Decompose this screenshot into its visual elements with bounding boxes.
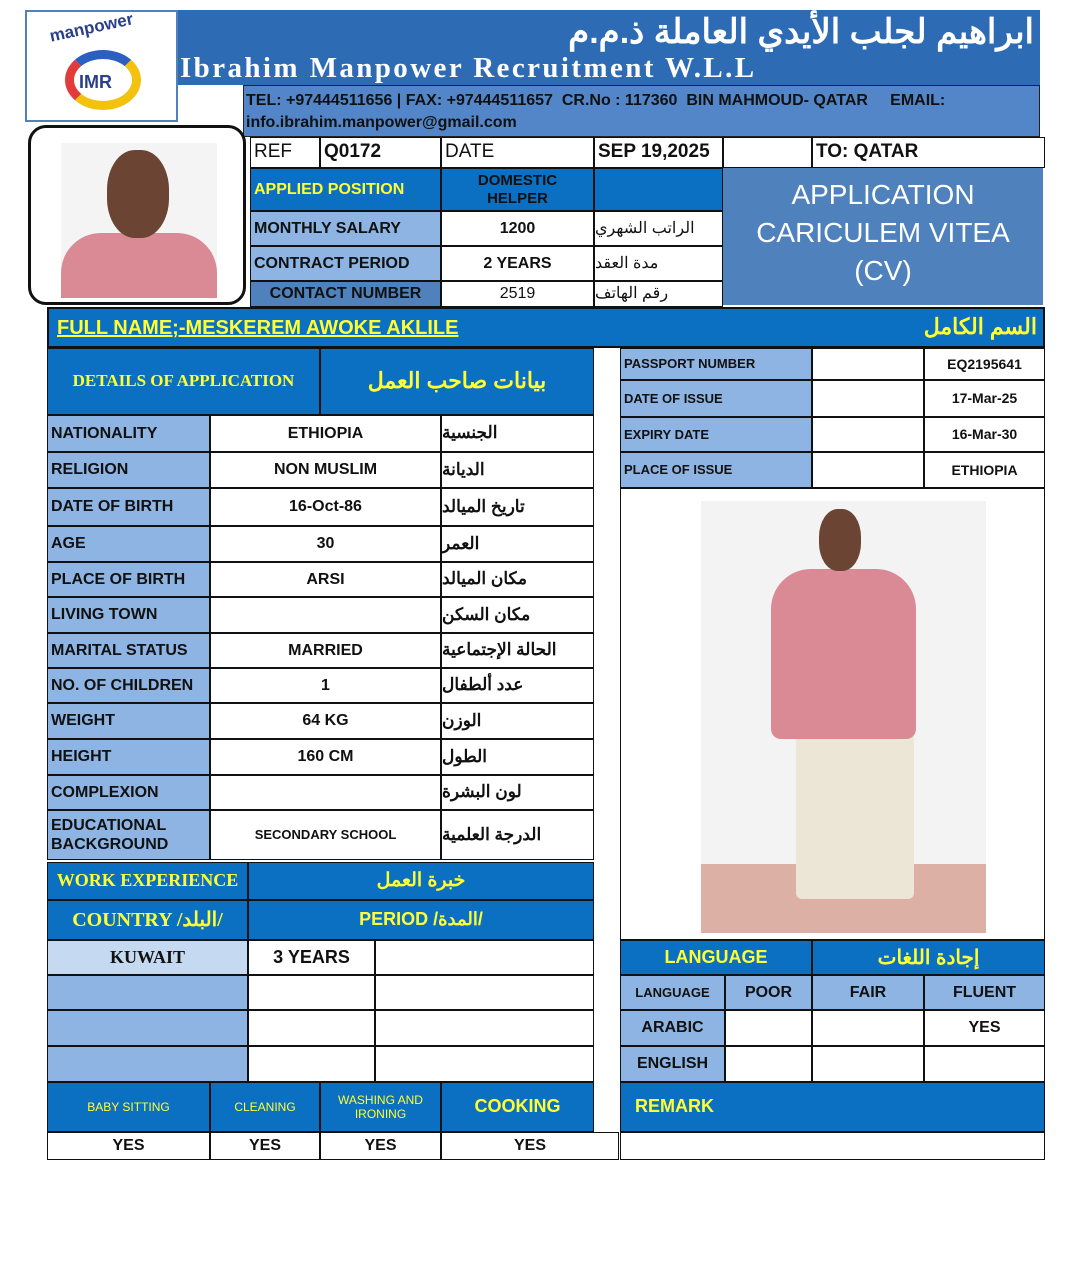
skill-label: CLEANING <box>210 1082 320 1132</box>
detail-value <box>210 775 441 810</box>
contact-number-value: 2519 <box>441 281 594 307</box>
language-title-arabic: إجادة اللغات <box>812 940 1045 975</box>
salary-label-arabic: الراتب الشهري <box>594 211 723 246</box>
detail-value: 1 <box>210 668 441 703</box>
work-period <box>248 975 375 1010</box>
face <box>819 509 861 571</box>
salary-value: 1200 <box>441 211 594 246</box>
detail-label-arabic: الجنسية <box>441 415 594 452</box>
applied-position-label: APPLIED POSITION <box>250 168 441 211</box>
work-period <box>248 1010 375 1046</box>
detail-label: LIVING TOWN <box>47 597 210 633</box>
company-banner <box>178 10 1040 85</box>
detail-label: DATE OF BIRTH <box>47 488 210 526</box>
skirt <box>796 729 914 899</box>
col-poor: POOR <box>725 975 812 1010</box>
ref-value: Q0172 <box>320 137 441 168</box>
detail-label-arabic: تاريخ الميالد <box>441 488 594 526</box>
detail-label: RELIGION <box>47 452 210 488</box>
detail-label-arabic: الحالة الإجتماعية <box>441 633 594 668</box>
work-period <box>248 1046 375 1082</box>
contract-value: 2 YEARS <box>441 246 594 281</box>
detail-label: HEIGHT <box>47 739 210 775</box>
skill-value: YES <box>320 1132 441 1160</box>
contact-line: TEL: +97444511656 | FAX: +97444511657 CR.No : 117360 BIN MAHMOUD- QATAR EMAIL: <box>246 92 946 109</box>
detail-label-arabic: الديانة <box>441 452 594 488</box>
contract-label: CONTRACT PERIOD <box>250 246 441 281</box>
ref-label: REF <box>250 137 320 168</box>
language-fair <box>812 1010 924 1046</box>
skill-label: BABY SITTING <box>47 1082 210 1132</box>
cv-title-line: CARICULEM VITEA <box>756 217 1010 248</box>
col-language: LANGUAGE <box>620 975 725 1010</box>
details-title-arabic: بيانات صاحب العمل <box>320 348 594 415</box>
full-name: FULL NAME;-MESKEREM AWOKE AKLILE <box>57 317 459 339</box>
blank-cell <box>375 1010 594 1046</box>
full-name-arabic: السم الكامل <box>923 314 1037 339</box>
detail-value: 160 CM <box>210 739 441 775</box>
pink-hoodie <box>61 233 217 298</box>
detail-value: 16-Oct-86 <box>210 488 441 526</box>
skill-label: WASHING AND IRONING <box>320 1082 441 1132</box>
blank-cell <box>375 1046 594 1082</box>
work-country <box>47 975 248 1010</box>
passport-label: PASSPORT NUMBER <box>620 348 812 380</box>
remark-value <box>620 1132 1045 1160</box>
passport-value: EQ2195641 <box>924 348 1045 380</box>
details-title: DETAILS OF APPLICATION <box>47 348 320 415</box>
email-link[interactable]: info.ibrahim.manpower@gmail.com <box>246 114 517 131</box>
salary-label: MONTHLY SALARY <box>250 211 441 246</box>
language-fair <box>812 1046 924 1082</box>
face <box>107 150 169 238</box>
passport-label: PLACE OF ISSUE <box>620 452 812 488</box>
detail-label: PLACE OF BIRTH <box>47 562 210 597</box>
detail-value: ARSI <box>210 562 441 597</box>
logo-text: manpower <box>47 9 135 46</box>
passport-value: 16-Mar-30 <box>924 417 1045 452</box>
skill-label: COOKING <box>441 1082 594 1132</box>
destination: TO: QATAR <box>812 137 1045 168</box>
detail-label: EDUCATIONAL BACKGROUND <box>47 810 210 860</box>
work-period: 3 YEARS <box>248 940 375 975</box>
passport-label: EXPIRY DATE <box>620 417 812 452</box>
detail-value: SECONDARY SCHOOL <box>210 810 441 860</box>
blank-cell <box>812 452 924 488</box>
detail-label: AGE <box>47 526 210 562</box>
company-name-arabic: ابراهيم لجلب الأيدي العاملة ذ.م.م <box>568 13 1034 51</box>
cv-title-line: APPLICATION <box>791 179 975 210</box>
contract-label-arabic: مدة العقد <box>594 246 723 281</box>
blank-cell <box>812 380 924 417</box>
passport-value: 17-Mar-25 <box>924 380 1045 417</box>
skill-value: YES <box>441 1132 619 1160</box>
full-name-bar <box>47 307 1045 348</box>
detail-label: MARITAL STATUS <box>47 633 210 668</box>
period-header: PERIOD /المدة/ <box>248 900 594 940</box>
remark-label: REMARK <box>620 1082 1045 1132</box>
date-value: SEP 19,2025 <box>594 137 723 168</box>
applicant-full-photo <box>620 488 1045 940</box>
detail-label-arabic: مكان الميالد <box>441 562 594 597</box>
work-experience-title-arabic: خبرة العمل <box>248 862 594 900</box>
detail-label-arabic: عدد ألطفال <box>441 668 594 703</box>
detail-label-arabic: الدرجة العلمية <box>441 810 594 860</box>
date-label: DATE <box>441 137 594 168</box>
contact-number-label: CONTACT NUMBER <box>250 281 441 307</box>
logo-initials: IMR <box>79 72 112 92</box>
language-fluent: YES <box>924 1010 1045 1046</box>
detail-value: 30 <box>210 526 441 562</box>
work-country <box>47 1010 248 1046</box>
detail-label: NO. OF CHILDREN <box>47 668 210 703</box>
work-experience-title: WORK EXPERIENCE <box>47 862 248 900</box>
detail-label: NATIONALITY <box>47 415 210 452</box>
blank-cell <box>375 975 594 1010</box>
country-header: COUNTRY /البلد/ <box>47 900 248 940</box>
blank-cell <box>375 940 594 975</box>
company-name-english: Ibrahim Manpower Recruitment W.L.L <box>180 52 757 84</box>
detail-value: ETHIOPIA <box>210 415 441 452</box>
language-fluent <box>924 1046 1045 1082</box>
language-title: LANGUAGE <box>620 940 812 975</box>
detail-label: COMPLEXION <box>47 775 210 810</box>
pink-hoodie <box>771 569 916 739</box>
company-logo <box>25 10 178 122</box>
detail-label: WEIGHT <box>47 703 210 739</box>
contact-number-arabic: رقم الهاتف <box>594 281 723 307</box>
language-poor <box>725 1046 812 1082</box>
blank-cell <box>812 348 924 380</box>
detail-label-arabic: لون البشرة <box>441 775 594 810</box>
blank-cell <box>594 168 723 211</box>
skill-value: YES <box>47 1132 210 1160</box>
language-poor <box>725 1010 812 1046</box>
detail-value: 64 KG <box>210 703 441 739</box>
cv-title-box <box>723 168 1043 305</box>
detail-label-arabic: مكان السكن <box>441 597 594 633</box>
detail-label-arabic: الوزن <box>441 703 594 739</box>
work-country <box>47 1046 248 1082</box>
cv-title-line: (CV) <box>854 255 912 286</box>
applicant-headshot <box>28 125 246 305</box>
blank-cell <box>812 417 924 452</box>
passport-label: DATE OF ISSUE <box>620 380 812 417</box>
passport-value: ETHIOPIA <box>924 452 1045 488</box>
language-name: ENGLISH <box>620 1046 725 1082</box>
col-fair: FAIR <box>812 975 924 1010</box>
skill-value: YES <box>210 1132 320 1160</box>
contact-info <box>243 85 1040 137</box>
language-name: ARABIC <box>620 1010 725 1046</box>
detail-value <box>210 597 441 633</box>
col-fluent: FLUENT <box>924 975 1045 1010</box>
applied-position-value: DOMESTIC HELPER <box>441 168 594 211</box>
detail-label-arabic: الطول <box>441 739 594 775</box>
blank-cell <box>723 137 812 168</box>
work-country: KUWAIT <box>47 940 248 975</box>
detail-value: NON MUSLIM <box>210 452 441 488</box>
detail-label-arabic: العمر <box>441 526 594 562</box>
detail-value: MARRIED <box>210 633 441 668</box>
